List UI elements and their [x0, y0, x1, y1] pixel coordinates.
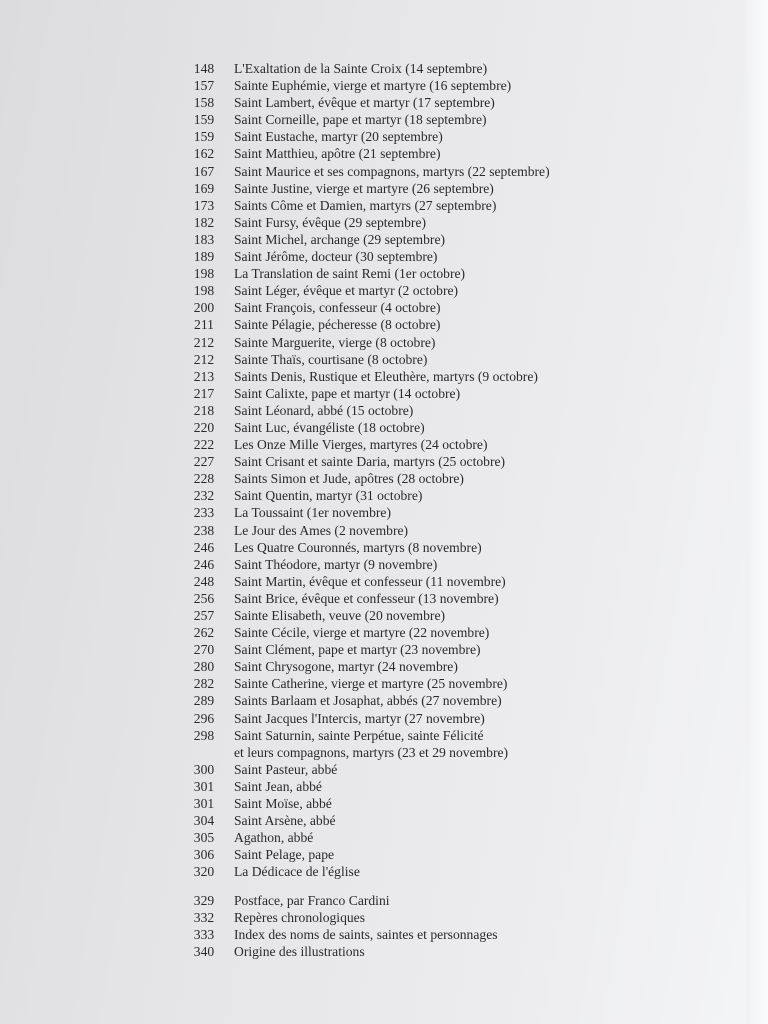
toc-page-number: 198	[193, 266, 215, 282]
toc-page-number: 198	[193, 283, 215, 299]
toc-page-number: 306	[193, 847, 215, 863]
toc-entry	[186, 522, 556, 539]
toc-entry	[186, 436, 556, 453]
toc-entry	[186, 573, 556, 590]
section-gap	[186, 881, 556, 892]
toc-page-number: 304	[193, 813, 215, 829]
toc-entry	[186, 248, 556, 265]
toc-page-number: 173	[193, 197, 215, 213]
toc-entry-title: Saint Jean, abbé	[234, 778, 322, 794]
toc-entry-title: Saint Théodore, martyr (9 novembre)	[234, 556, 438, 572]
toc-entry-title: Saint Léger, évêque et martyr (2 octobre)	[234, 283, 459, 299]
toc-page-number: 262	[193, 625, 215, 641]
toc-entry	[186, 744, 556, 761]
toc-page-number: 182	[193, 214, 215, 230]
toc-entry-title: Sainte Cécile, vierge et martyre (22 novembre)	[234, 625, 490, 641]
toc-entry	[186, 128, 556, 145]
toc-page-number: 148	[193, 61, 215, 76]
toc-entry	[186, 94, 556, 111]
toc-page-number: 200	[193, 300, 215, 316]
toc-page-number: 212	[193, 351, 215, 367]
toc-back-matter-list	[186, 892, 556, 960]
toc-page-number: 320	[193, 864, 215, 880]
toc-page-number: 233	[193, 505, 215, 521]
toc-entry	[186, 299, 556, 316]
toc-page-number: 220	[193, 419, 215, 435]
toc-entry	[186, 163, 556, 180]
toc-entry	[186, 470, 556, 487]
toc-entry-title: Saint Calixte, pape et martyr (14 octobre)	[234, 385, 461, 401]
toc-entry-title: et leurs compagnons, martyrs (23 et 29 novembre)	[234, 744, 509, 760]
toc-entry-title: Saint Fursy, évêque (29 septembre)	[234, 214, 427, 230]
toc-entry	[186, 795, 556, 812]
toc-page-number: 159	[193, 129, 215, 145]
toc-entry-title: Saint Luc, évangéliste (18 octobre)	[234, 419, 425, 435]
toc-page-number: 183	[193, 231, 215, 247]
toc-entry	[186, 539, 556, 556]
toc-entry	[186, 231, 556, 248]
toc-page-number: 296	[193, 710, 215, 726]
toc-entry	[186, 504, 556, 521]
toc-entry-title: Saint Brice, évêque et confesseur (13 novembre)	[234, 590, 499, 606]
toc-entry-title: Sainte Euphémie, vierge et martyre (16 septembre)	[234, 78, 512, 94]
toc-entry	[186, 282, 556, 299]
toc-page-number: 157	[193, 78, 215, 94]
toc-entry	[186, 60, 556, 77]
toc-page-number: 222	[193, 437, 215, 453]
toc-entry	[186, 892, 556, 909]
toc-entry-title: Postface, par Franco Cardini	[234, 892, 390, 908]
toc-page-number: 340	[193, 943, 215, 959]
table-of-contents	[186, 60, 556, 960]
toc-page-number: 228	[193, 471, 215, 487]
toc-entry-title: Saint Jérôme, docteur (30 septembre)	[234, 249, 438, 265]
toc-entry	[186, 334, 556, 351]
toc-entry	[186, 214, 556, 231]
toc-entry-title: Saints Côme et Damien, martyrs (27 septembre)	[234, 197, 497, 213]
toc-entry	[186, 675, 556, 692]
toc-entry-title: Le Jour des Ames (2 novembre)	[234, 522, 409, 538]
toc-entry	[186, 197, 556, 214]
toc-entry-title: Saints Denis, Rustique et Eleuthère, martyrs (9 octobre)	[234, 368, 538, 384]
toc-page-number: 211	[194, 317, 214, 333]
toc-page-number: 300	[193, 761, 215, 777]
toc-entry	[186, 761, 556, 778]
toc-entry-title: Sainte Catherine, vierge et martyre (25 novembre)	[234, 676, 508, 692]
toc-entry	[186, 556, 556, 573]
toc-entry	[186, 641, 556, 658]
toc-page-number: 333	[193, 926, 215, 942]
toc-entry	[186, 710, 556, 727]
toc-page-number: 246	[193, 556, 215, 572]
toc-entry	[186, 829, 556, 846]
toc-entry-title: Les Quatre Couronnés, martyrs (8 novembre)	[234, 539, 482, 555]
toc-entry-title: Saint Michel, archange (29 septembre)	[234, 231, 446, 247]
toc-entry	[186, 812, 556, 829]
toc-page-number: 189	[193, 249, 215, 265]
toc-entry-title: Saint Léonard, abbé (15 octobre)	[234, 402, 414, 418]
toc-page-number: 305	[193, 830, 215, 846]
toc-entry	[186, 180, 556, 197]
toc-entry-title: Sainte Marguerite, vierge (8 octobre)	[234, 334, 436, 350]
toc-entry-title: Saint Maurice et ses compagnons, martyrs (22 septembre)	[234, 163, 550, 179]
toc-entry-title: Sainte Elisabeth, veuve (20 novembre)	[234, 608, 446, 623]
toc-page-number: 289	[193, 693, 215, 709]
toc-entry-title: Saint Arsène, abbé	[234, 813, 336, 829]
toc-page-number: 232	[193, 488, 215, 504]
toc-entry	[186, 368, 556, 385]
toc-entry	[186, 111, 556, 128]
toc-entry-title: La Toussaint (1er novembre)	[234, 505, 391, 521]
toc-entry	[186, 419, 556, 436]
toc-entry-title: Repères chronologiques	[234, 909, 365, 925]
toc-entry	[186, 385, 556, 402]
toc-entry-title: Saint Crisant et sainte Daria, martyrs (25 octobre)	[234, 454, 506, 470]
toc-entry	[186, 351, 556, 368]
toc-page-number: 332	[193, 909, 215, 925]
toc-entry	[186, 77, 556, 94]
toc-entry	[186, 265, 556, 282]
toc-entry-title: Les Onze Mille Vierges, martyres (24 octobre)	[234, 437, 488, 453]
toc-entry-title: Saint Martin, évêque et confesseur (11 novembre)	[234, 573, 506, 589]
toc-page-number: 256	[193, 590, 215, 606]
toc-entry-title: Saint Chrysogone, martyr (24 novembre)	[234, 659, 458, 675]
toc-page-number: 248	[193, 573, 215, 589]
toc-entry	[186, 727, 556, 744]
toc-page-number: 167	[193, 163, 215, 179]
toc-entry	[186, 590, 556, 607]
toc-entry-title: Saint Lambert, évêque et martyr (17 septembre)	[234, 95, 495, 111]
toc-entry	[186, 453, 556, 470]
toc-entry-title: Sainte Pélagie, pécheresse (8 octobre)	[234, 317, 441, 333]
toc-entry-title: Saint Matthieu, apôtre (21 septembre)	[234, 146, 441, 162]
toc-entry-title: Saint François, confesseur (4 octobre)	[234, 300, 441, 316]
toc-page-number: 301	[193, 778, 215, 794]
toc-entry	[186, 863, 556, 880]
toc-page-number: 213	[193, 368, 215, 384]
toc-entry	[186, 846, 556, 863]
toc-entry	[186, 607, 556, 624]
toc-entry	[186, 943, 556, 960]
toc-entry	[186, 316, 556, 333]
toc-entry-title: Saints Simon et Jude, apôtres (28 octobre)	[234, 471, 464, 487]
toc-page-number: 218	[193, 402, 215, 418]
toc-entry	[186, 778, 556, 795]
toc-page-number: 159	[193, 112, 215, 128]
toc-entry	[186, 926, 556, 943]
toc-page-number: 217	[193, 385, 215, 401]
toc-entry-title: Sainte Thaïs, courtisane (8 octobre)	[234, 351, 428, 367]
toc-page-number: 329	[193, 892, 215, 908]
toc-page-number: 301	[193, 796, 215, 812]
toc-entry	[186, 909, 556, 926]
toc-entry	[186, 692, 556, 709]
toc-entry-title: Saint Moïse, abbé	[234, 796, 332, 812]
toc-main-list	[186, 60, 556, 881]
toc-entry	[186, 658, 556, 675]
toc-page-number: 280	[193, 659, 215, 675]
toc-entry-title: Saint Eustache, martyr (20 septembre)	[234, 129, 443, 145]
toc-entry	[186, 624, 556, 641]
toc-entry-title: Saint Jacques l'Intercis, martyr (27 novembre)	[234, 710, 485, 726]
toc-entry	[186, 487, 556, 504]
toc-entry-title: La Dédicace de l'église	[234, 864, 360, 880]
toc-entry-title: Saint Corneille, pape et martyr (18 septembre)	[234, 112, 487, 128]
toc-entry-title: Saint Clément, pape et martyr (23 novembre)	[234, 642, 481, 658]
toc-page-number: 270	[193, 642, 215, 658]
toc-entry-title: Saint Quentin, martyr (31 octobre)	[234, 488, 423, 504]
toc-page-number: 227	[193, 454, 215, 470]
toc-entry-title: Saints Barlaam et Josaphat, abbés (27 novembre)	[234, 693, 502, 709]
toc-page-number: 212	[193, 334, 215, 350]
toc-entry-title: Sainte Justine, vierge et martyre (26 septembre)	[234, 180, 494, 196]
page-edge	[746, 0, 768, 1024]
toc-page-number: 298	[193, 727, 215, 743]
toc-page-number: 282	[193, 676, 215, 692]
toc-page-number: 246	[193, 539, 215, 555]
toc-page-number: 169	[193, 180, 215, 196]
toc-page-number: 162	[193, 146, 215, 162]
toc-page-number: 257	[193, 608, 215, 623]
toc-entry-title: Saint Saturnin, sainte Perpétue, sainte Félicité	[234, 727, 484, 743]
toc-entry-title: Saint Pasteur, abbé	[234, 761, 338, 777]
toc-page-number: 238	[193, 522, 215, 538]
toc-entry-title: La Translation de saint Remi (1er octobre)	[234, 266, 466, 282]
toc-entry-title: Saint Pelage, pape	[234, 847, 335, 863]
toc-entry	[186, 145, 556, 162]
toc-entry-title: Origine des illustrations	[234, 943, 365, 959]
toc-entry-title: L'Exaltation de la Sainte Croix (14 septembre)	[234, 61, 488, 76]
toc-entry-title: Agathon, abbé	[234, 830, 314, 846]
toc-page-number: 158	[193, 95, 215, 111]
toc-entry-title: Index des noms de saints, saintes et personnages	[234, 926, 498, 942]
toc-entry	[186, 402, 556, 419]
